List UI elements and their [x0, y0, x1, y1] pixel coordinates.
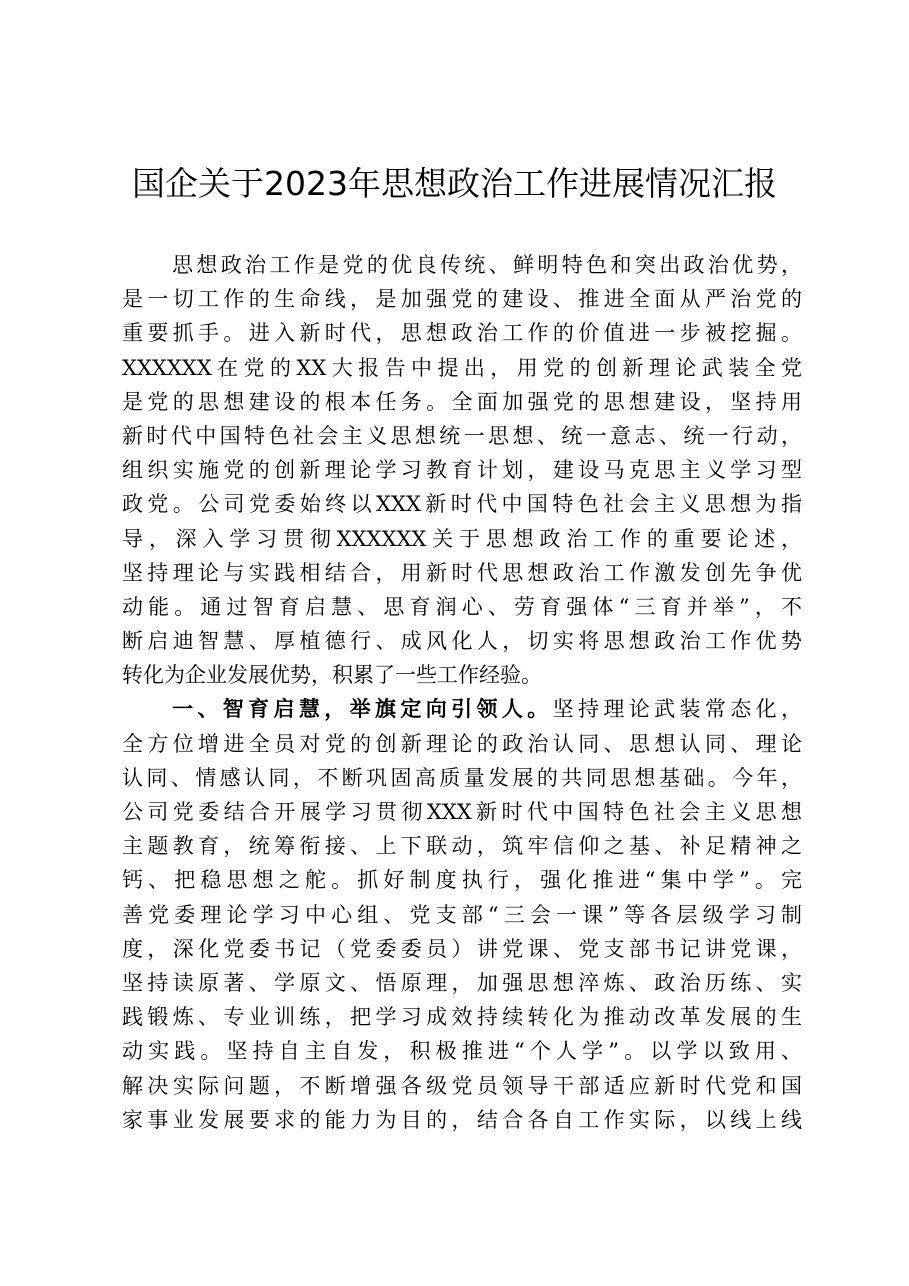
paragraph-2-line-1: [122, 692, 802, 726]
paragraph-1-line-6: 新时代中国特色社会主义思想统一思想、统一意志、统一行动，: [122, 423, 802, 448]
paragraph-2-line-7: 善党委理论学习中心组、党支部“三会一课”等各层级学习制: [122, 902, 802, 927]
paragraph-2-line-12: 解决实际问题，不断增强各级党员领导干部适应新时代党和国: [122, 1073, 802, 1098]
paragraph-2-line-3: 认同、情感认同，不断巩固高质量发展的共同思想基础。今年，: [122, 765, 802, 790]
paragraph-1-line-5: 是党的思想建设的根本任务。全面加强党的思想建设，坚持用: [122, 389, 802, 414]
paragraph-1-line-12: 断启迪智慧、厚植德行、成风化人，切实将思想政治工作优势: [122, 629, 802, 654]
paragraph-1-line-8: 政党。公司党委始终以XXX新时代中国特色社会主义思想为指: [122, 492, 802, 517]
paragraph-1-line-9: 导，深入学习贯彻XXXXXX关于思想政治工作的重要论述，: [122, 526, 802, 551]
paragraph-2-line-8: 度，深化党委书记（党委委员）讲党课、党支部书记讲党课，: [122, 936, 802, 961]
paragraph-1-line-11: 动能。通过智育启慧、思育润心、劳育强体“三育并举”，不: [122, 594, 802, 619]
paragraph-1-line-7: 组织实施党的创新理论学习教育计划，建设马克思主义学习型: [122, 458, 802, 483]
section-heading: 一、智育启慧，举旗定向引领人。: [172, 697, 553, 722]
paragraph-2-line-4: 公司党委结合开展学习贯彻XXX新时代中国特色社会主义思想: [122, 800, 802, 824]
paragraph-2-line-2: 全方位增进全员对党的创新理论的政治认同、思想认同、理论: [122, 731, 802, 756]
paragraph-1-line-2: 是一切工作的生命线，是加强党的建设、推进全面从严治党的: [122, 287, 802, 312]
paragraph-1-line-1: 思想政治工作是党的优良传统、鲜明特色和突出政治优势，: [172, 253, 802, 277]
paragraph-2-line-13: 家事业发展要求的能力为目的，结合各自工作实际，以线上线: [122, 1107, 802, 1132]
paragraph-1-line-13: 转化为企业发展优势，积累了一些工作经验。: [122, 663, 542, 688]
paragraph-2-line-11: 动实践。坚持自主自发，积极推进“个人学”。以学以致用、: [122, 1039, 802, 1064]
paragraph-2-line-5: 主题教育，统筹衔接、上下联动，筑牢信仰之基、补足精神之: [122, 834, 802, 859]
paragraph-1-line-3: 重要抓手。进入新时代，思想政治工作的价值进一步被挖掘。: [122, 321, 802, 346]
document-title: 国企关于2023年思想政治工作进展情况汇报: [132, 164, 777, 203]
paragraph-2-line-1-text: 坚持理论武装常态化，: [552, 697, 802, 722]
paragraph-1-line-4: XXXXXX在党的XX大报告中提出，用党的创新理论武装全党: [122, 355, 802, 380]
document-body: [122, 248, 802, 1137]
paragraph-2-line-6: 钙、把稳思想之舵。抓好制度执行，强化推进“集中学”。完: [122, 868, 802, 893]
paragraph-2-line-9: 坚持读原著、学原文、悟原理，加强思想淬炼、政治历练、实: [122, 970, 802, 995]
paragraph-1-line-10: 坚持理论与实践相结合，用新时代思想政治工作激发创先争优: [122, 560, 802, 585]
paragraph-2-line-10: 践锻炼、专业训练，把学习成效持续转化为推动改革发展的生: [122, 1005, 802, 1030]
